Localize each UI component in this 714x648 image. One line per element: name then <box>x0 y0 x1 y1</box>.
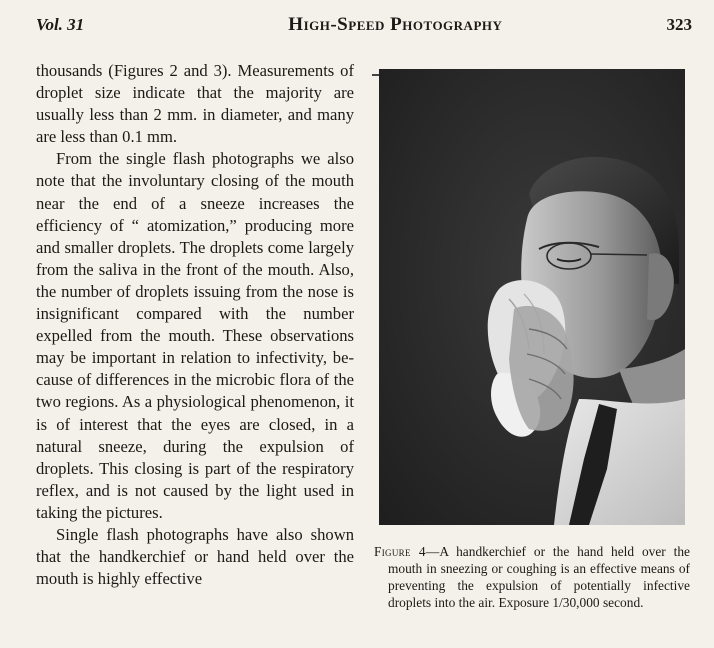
sneeze-photo-illustration <box>379 69 685 525</box>
figure-label: Figure 4 <box>374 544 426 559</box>
caption-body-text: —A handkerchief or the hand held over the mouth in sneezing or coughing is an effective means of preventing the expulsion of potentially infective droplets into the air. Exposure 1/30,000 second. <box>388 544 690 610</box>
paragraph: thousands (Figures 2 and 3). Measurements of droplet size indicate that the majority are usually less than 2 mm. in diameter, and many are less than 0.1 mm. <box>36 61 354 147</box>
body-text-column <box>36 60 354 590</box>
paragraph: From the single flash photographs we also note that the involuntary closing of the mouth near the end of a sneeze increases the efficiency of “ atomization,” producing more and smaller droplets. The droplets come largely from the saliva in the front of the mouth. Also, the number of droplets issuing from the nose is insignificant compared with the number expelled from the mouth. These observations may be important in relation to infectivity, because of differences in the microbic flora of the two regions. As a physiological phenomenon, it is of interest that the eyes are closed, in a natural sneeze, during the expulsion of droplets. This closing is part of the respiratory reflex, and is not caused by the light used in taking the pictures. <box>36 149 354 522</box>
caption-text <box>374 543 690 611</box>
journal-title: High-Speed Photography <box>288 14 503 35</box>
volume-label: Vol. 31 <box>36 15 85 34</box>
figure-caption <box>374 543 690 611</box>
page-number: 323 <box>666 15 692 34</box>
running-head <box>36 14 692 40</box>
paragraph: Single flash photographs have also shown that the handkerchief or hand held over the mouth is highly effective <box>36 524 354 589</box>
figure-4-photograph <box>379 69 685 525</box>
